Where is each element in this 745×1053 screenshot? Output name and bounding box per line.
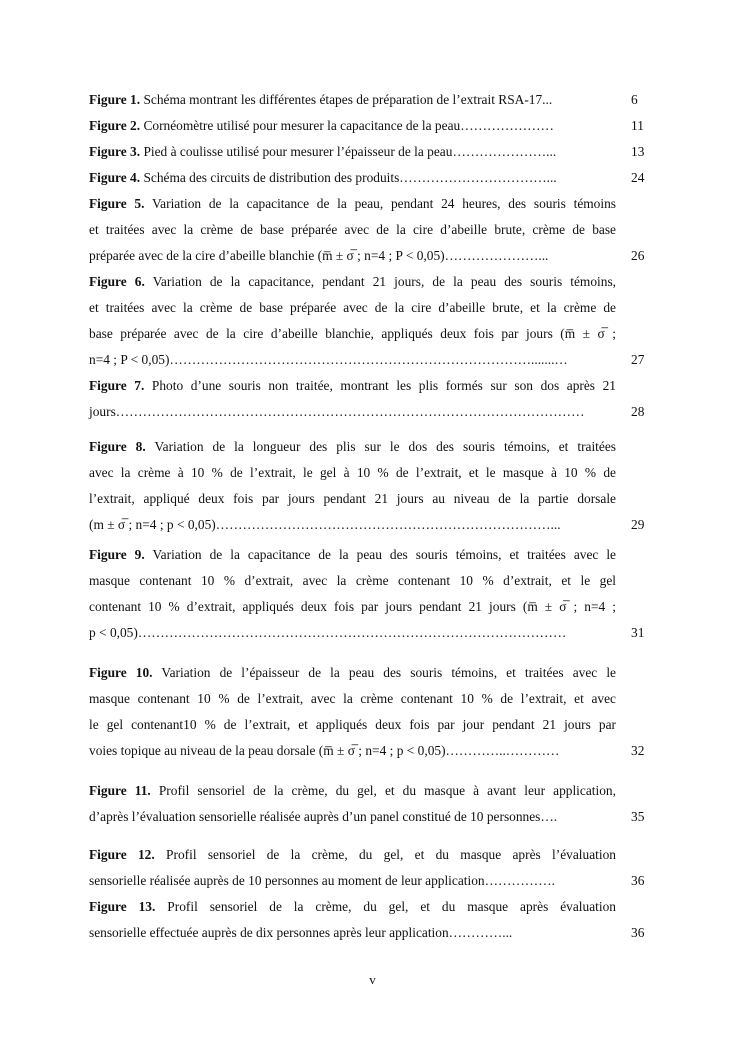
figure-caption-text: et traitées avec la crème de base préparée avec de la cire d’abeille brute, crème de base: [89, 222, 616, 237]
figure-entry-line: [89, 778, 649, 804]
figure-caption-text: base préparée avec de la cire d’abeille blanchie, appliqués deux fois par jours (m̅ ± σ̅ ;: [89, 326, 616, 341]
figure-label: Figure 1.: [89, 92, 141, 107]
figure-page-number: 6: [631, 92, 638, 107]
figure-entry-line: [89, 542, 649, 568]
figure-entry-line: [89, 842, 649, 868]
figure-caption-text: Schéma montrant les différentes étapes de préparation de l’extrait RSA-17...: [143, 92, 553, 107]
figure-page-number: 35: [631, 809, 645, 824]
figure-caption-text: Profil sensoriel de la crème, du gel, et du masque après évaluation: [167, 899, 616, 914]
figure-label: Figure 9.: [89, 547, 145, 562]
figure-label: Figure 13.: [89, 899, 156, 914]
figure-entry: [89, 139, 649, 165]
figure-label: Figure 11.: [89, 783, 151, 798]
figure-entry-line: [89, 568, 649, 594]
figure-label: Figure 5.: [89, 196, 145, 211]
figure-page-number: 28: [631, 404, 645, 419]
figure-page-number: 32: [631, 743, 645, 758]
figure-label: Figure 12.: [89, 847, 155, 862]
figure-entry-line: [89, 712, 649, 738]
figure-entry-line: [89, 434, 649, 460]
figure-entry-line: [89, 295, 649, 321]
figure-entry: [89, 542, 649, 646]
figure-entry-line: [89, 399, 649, 425]
figure-entry-line: [89, 460, 649, 486]
figure-entry: [89, 87, 649, 113]
figure-entry: [89, 373, 649, 425]
figure-entry: [89, 660, 649, 764]
figure-caption-text: masque contenant 10 % d’extrait, avec la crème contenant 10 % d’extrait, et le gel: [89, 573, 616, 588]
figure-entry: [89, 165, 649, 191]
figure-entry-line: [89, 217, 649, 243]
figure-entry-line: [89, 373, 649, 399]
figure-caption-text: préparée avec de la cire d’abeille blanchie (m̅ ± σ̅ ; n=4 ; P < 0,05)…………………...: [89, 248, 549, 263]
figure-caption-text: Variation de la capacitance de la peau, pendant 24 heures, des souris témoins: [152, 196, 616, 211]
figure-entry-line: [89, 165, 649, 191]
figure-entry-line: [89, 113, 649, 139]
figure-caption-text: et traitées avec la crème de base préparée avec de la cire d’abeille brute, et la crème de: [89, 300, 616, 315]
figure-entry-line: [89, 660, 649, 686]
figure-entry: [89, 113, 649, 139]
figure-entry-line: [89, 321, 649, 347]
figure-entry: [89, 894, 649, 946]
figure-label: Figure 8.: [89, 439, 146, 454]
figure-caption-text: Profil sensoriel de la crème, du gel, et du masque après l’évaluation: [166, 847, 616, 862]
figure-page-number: 36: [631, 925, 645, 940]
figure-caption-text: l’extrait, appliqué deux fois par jours pendant 21 jours au niveau de la partie dorsale: [89, 491, 616, 506]
figure-caption-text: jours……………………………………………………………………………………………: [89, 404, 585, 419]
figure-page-number: 13: [631, 144, 645, 159]
figure-page-number: 26: [631, 248, 645, 263]
figure-caption-text: voies topique au niveau de la peau dorsale (m̅ ± σ̅ ; n=4 ; p < 0,05)…………..…………: [89, 743, 560, 758]
figure-entry-line: [89, 594, 649, 620]
figure-entry: [89, 842, 649, 894]
figure-entry-line: [89, 243, 649, 269]
figure-caption-text: le gel contenant10 % de l’extrait, et appliqués deux fois par jour pendant 21 jours par: [89, 717, 616, 732]
figure-label: Figure 6.: [89, 274, 145, 289]
figure-entry: [89, 778, 649, 830]
figure-page-number: 29: [631, 517, 645, 532]
figure-caption-text: Pied à coulisse utilisé pour mesurer l’épaisseur de la peau…………………...: [143, 144, 557, 159]
figure-caption-text: n=4 ; P < 0,05)……………………………………………………………………….......…: [89, 352, 568, 367]
figure-page-number: 27: [631, 352, 645, 367]
figure-caption-text: (m ± σ̅ ; n=4 ; p < 0,05)…………………………………………………………………...: [89, 517, 561, 532]
figure-entry-line: [89, 139, 649, 165]
figure-entry-line: [89, 894, 649, 920]
figure-caption-text: Profil sensoriel de la crème, du gel, et du masque à avant leur application,: [158, 783, 616, 798]
figure-caption-text: sensorielle effectuée auprès de dix personnes après leur application…………...: [89, 925, 513, 940]
figure-entry-line: [89, 868, 649, 894]
figure-caption-text: sensorielle réalisée auprès de 10 personnes au moment de leur application…………….: [89, 873, 555, 888]
figure-entry-line: [89, 620, 649, 646]
figure-page-number: 36: [631, 873, 645, 888]
figure-label: Figure 7.: [89, 378, 145, 393]
figure-label: Figure 2.: [89, 118, 141, 133]
figure-caption-text: Variation de la capacitance, pendant 21 jours, de la peau des souris témoins,: [152, 274, 616, 289]
page-number: v: [369, 972, 376, 987]
figure-entry-line: [89, 347, 649, 373]
figure-caption-text: contenant 10 % d’extrait, appliqués deux fois par jours pendant 21 jours (m̅ ± σ̅ ; n=4 ;: [89, 599, 616, 614]
figure-entry: [89, 269, 649, 373]
figure-page-number: 11: [631, 118, 644, 133]
figure-caption-text: Schéma des circuits de distribution des produits……………………………...: [143, 170, 557, 185]
figure-label: Figure 4.: [89, 170, 141, 185]
figure-entry-line: [89, 738, 649, 764]
figure-entry-line: [89, 686, 649, 712]
figure-entry-line: [89, 87, 649, 113]
figure-caption-text: Variation de la capacitance de la peau des souris témoins, et traitées avec le: [152, 547, 616, 562]
figure-page-number: 24: [631, 170, 645, 185]
figure-entry: [89, 434, 649, 538]
figure-caption-text: Cornéomètre utilisé pour mesurer la capacitance de la peau…………………: [143, 118, 554, 133]
figure-caption-text: Photo d’une souris non traitée, montrant les plis formés sur son dos après 21: [151, 378, 616, 393]
figure-label: Figure 10.: [89, 665, 153, 680]
figure-label: Figure 3.: [89, 144, 141, 159]
figure-page-number: 31: [631, 625, 645, 640]
figure-entry-line: [89, 920, 649, 946]
figure-entry: [89, 191, 649, 269]
figure-entry-line: [89, 512, 649, 538]
figure-entry-line: [89, 804, 649, 830]
figure-caption-text: avec la crème à 10 % de l’extrait, le gel à 10 % de l’extrait, et le masque à 10 % de: [89, 465, 616, 480]
figure-entry-line: [89, 191, 649, 217]
figure-caption-text: Variation de la longueur des plis sur le dos des souris témoins, et traitées: [154, 439, 616, 454]
figure-caption-text: Variation de l’épaisseur de la peau des souris témoins, et traitées avec le: [161, 665, 616, 680]
figure-caption-text: p < 0,05)……………………………………………………………………………………: [89, 625, 567, 640]
figure-entry-line: [89, 269, 649, 295]
figure-caption-text: d’après l’évaluation sensorielle réalisée auprès d’un panel constitué de 10 personnes….: [89, 809, 558, 824]
figure-entry-line: [89, 486, 649, 512]
figure-caption-text: masque contenant 10 % de l’extrait, avec la crème contenant 10 % de l’extrait, et avec: [89, 691, 616, 706]
